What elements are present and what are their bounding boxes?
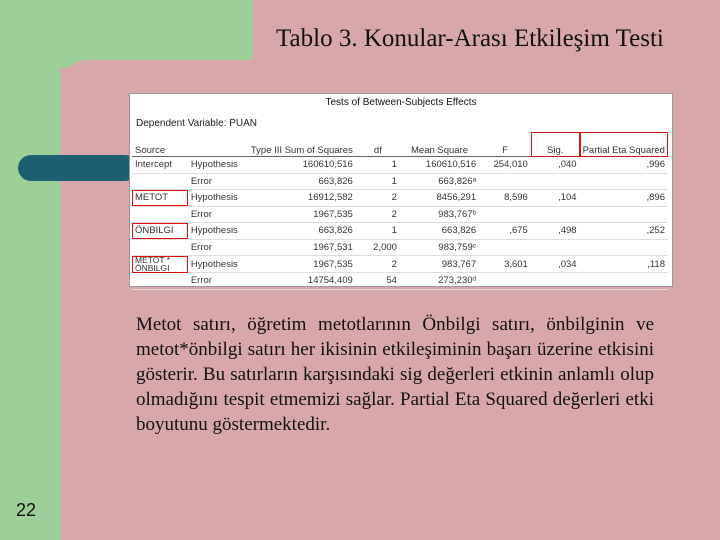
cell-eta: ,118 [580, 256, 668, 273]
cell-eta [580, 173, 668, 190]
cell-f [479, 173, 531, 190]
cell-ms: 273,230ᵈ [400, 273, 479, 290]
results-table [132, 132, 668, 290]
cell-source: METOT [132, 190, 188, 207]
cell-ss: 1967,531 [248, 239, 356, 256]
explanation-paragraph: Metot satırı, öğretim metotlarının Önbilgi satırı, önbilginin ve metot*önbilgi satırı her ikisinin etkileşiminin başarı üzerine etkisini gösterir. Bu satırların karşısındaki sig değerleri etkinin anlamlı olup olmadığını tespit etmemizi sağlar. Partial Eta Squared değerleri etki boyutunu göstermektedir. [136, 314, 654, 435]
cell-ms: 983,767ᵇ [400, 206, 479, 223]
cell-sig [531, 173, 580, 190]
cell-source [132, 273, 188, 290]
cell-df: 2 [356, 190, 400, 207]
cell-ms: 663,826 [400, 223, 479, 240]
header-source: Source [132, 132, 188, 157]
cell-source: Intercept [132, 157, 188, 174]
dependent-variable-label: Dependent Variable: PUAN [136, 118, 257, 129]
header-f: F [479, 132, 531, 157]
cell-eta: ,896 [580, 190, 668, 207]
cell-eta: ,252 [580, 223, 668, 240]
cell-f: 254,010 [479, 157, 531, 174]
cell-type: Error [188, 173, 248, 190]
cell-df: 1 [356, 223, 400, 240]
cell-df: 2 [356, 206, 400, 223]
cell-type: Error [188, 206, 248, 223]
cell-df: 2,000 [356, 239, 400, 256]
cell-type: Error [188, 273, 248, 290]
cell-ss: 160610,516 [248, 157, 356, 174]
header-eta: Partial Eta Squared [580, 132, 668, 157]
header-df: df [356, 132, 400, 157]
cell-sig: ,498 [531, 223, 580, 240]
cell-type: Hypothesis [188, 157, 248, 174]
spss-output-table [129, 93, 673, 287]
table-row [132, 223, 668, 240]
blue-accent-bar [18, 155, 138, 181]
cell-source [132, 239, 188, 256]
cell-type: Hypothesis [188, 223, 248, 240]
cell-f [479, 239, 531, 256]
cell-source [132, 173, 188, 190]
cell-ms: 983,759ᶜ [400, 239, 479, 256]
table-caption: Tests of Between-Subjects Effects [325, 97, 477, 108]
table-row [132, 256, 668, 273]
cell-ss: 663,826 [248, 223, 356, 240]
cell-source: METOT * ÖNBILGI [132, 256, 188, 273]
cell-sig: ,104 [531, 190, 580, 207]
cell-sig [531, 206, 580, 223]
table-header-row [132, 132, 668, 157]
cell-source: ÖNBILGI [132, 223, 188, 240]
cell-ss: 1967,535 [248, 206, 356, 223]
cell-ms: 160610,516 [400, 157, 479, 174]
table-row [132, 157, 668, 174]
cell-sig: ,040 [531, 157, 580, 174]
table-row [132, 173, 668, 190]
cell-eta [580, 239, 668, 256]
green-side-column [0, 68, 60, 540]
cell-f [479, 206, 531, 223]
cell-eta [580, 206, 668, 223]
cell-sig [531, 273, 580, 290]
cell-type: Error [188, 239, 248, 256]
cell-f: 3,601 [479, 256, 531, 273]
cell-f [479, 273, 531, 290]
header-sig: Sig. [531, 132, 580, 157]
cell-df: 1 [356, 173, 400, 190]
cell-df: 54 [356, 273, 400, 290]
table-row [132, 239, 668, 256]
cell-ss: 663,826 [248, 173, 356, 190]
cell-df: 1 [356, 157, 400, 174]
table-row [132, 206, 668, 223]
header-ms: Mean Square [400, 132, 479, 157]
cell-ms: 983,767 [400, 256, 479, 273]
cell-ss: 14754,409 [248, 273, 356, 290]
page-number: 22 [16, 500, 37, 520]
cell-eta [580, 273, 668, 290]
table-row [132, 190, 668, 207]
cell-type: Hypothesis [188, 190, 248, 207]
cell-sig [531, 239, 580, 256]
cell-type: Hypothesis [188, 256, 248, 273]
cell-f: ,675 [479, 223, 531, 240]
header-ss: Type III Sum of Squares [248, 132, 356, 157]
cell-sig: ,034 [531, 256, 580, 273]
cell-ms: 8456,291 [400, 190, 479, 207]
table-body [132, 157, 668, 290]
cell-eta: ,996 [580, 157, 668, 174]
cell-df: 2 [356, 256, 400, 273]
table-row [132, 273, 668, 290]
cell-source [132, 206, 188, 223]
cell-ss: 16912,582 [248, 190, 356, 207]
header-type [188, 132, 248, 157]
cell-ms: 663,826ᵃ [400, 173, 479, 190]
green-header-block [0, 0, 252, 68]
cell-ss: 1967,535 [248, 256, 356, 273]
cell-f: 8,596 [479, 190, 531, 207]
slide-title: Tablo 3. Konular-Arası Etkileşim Testi [276, 25, 664, 52]
